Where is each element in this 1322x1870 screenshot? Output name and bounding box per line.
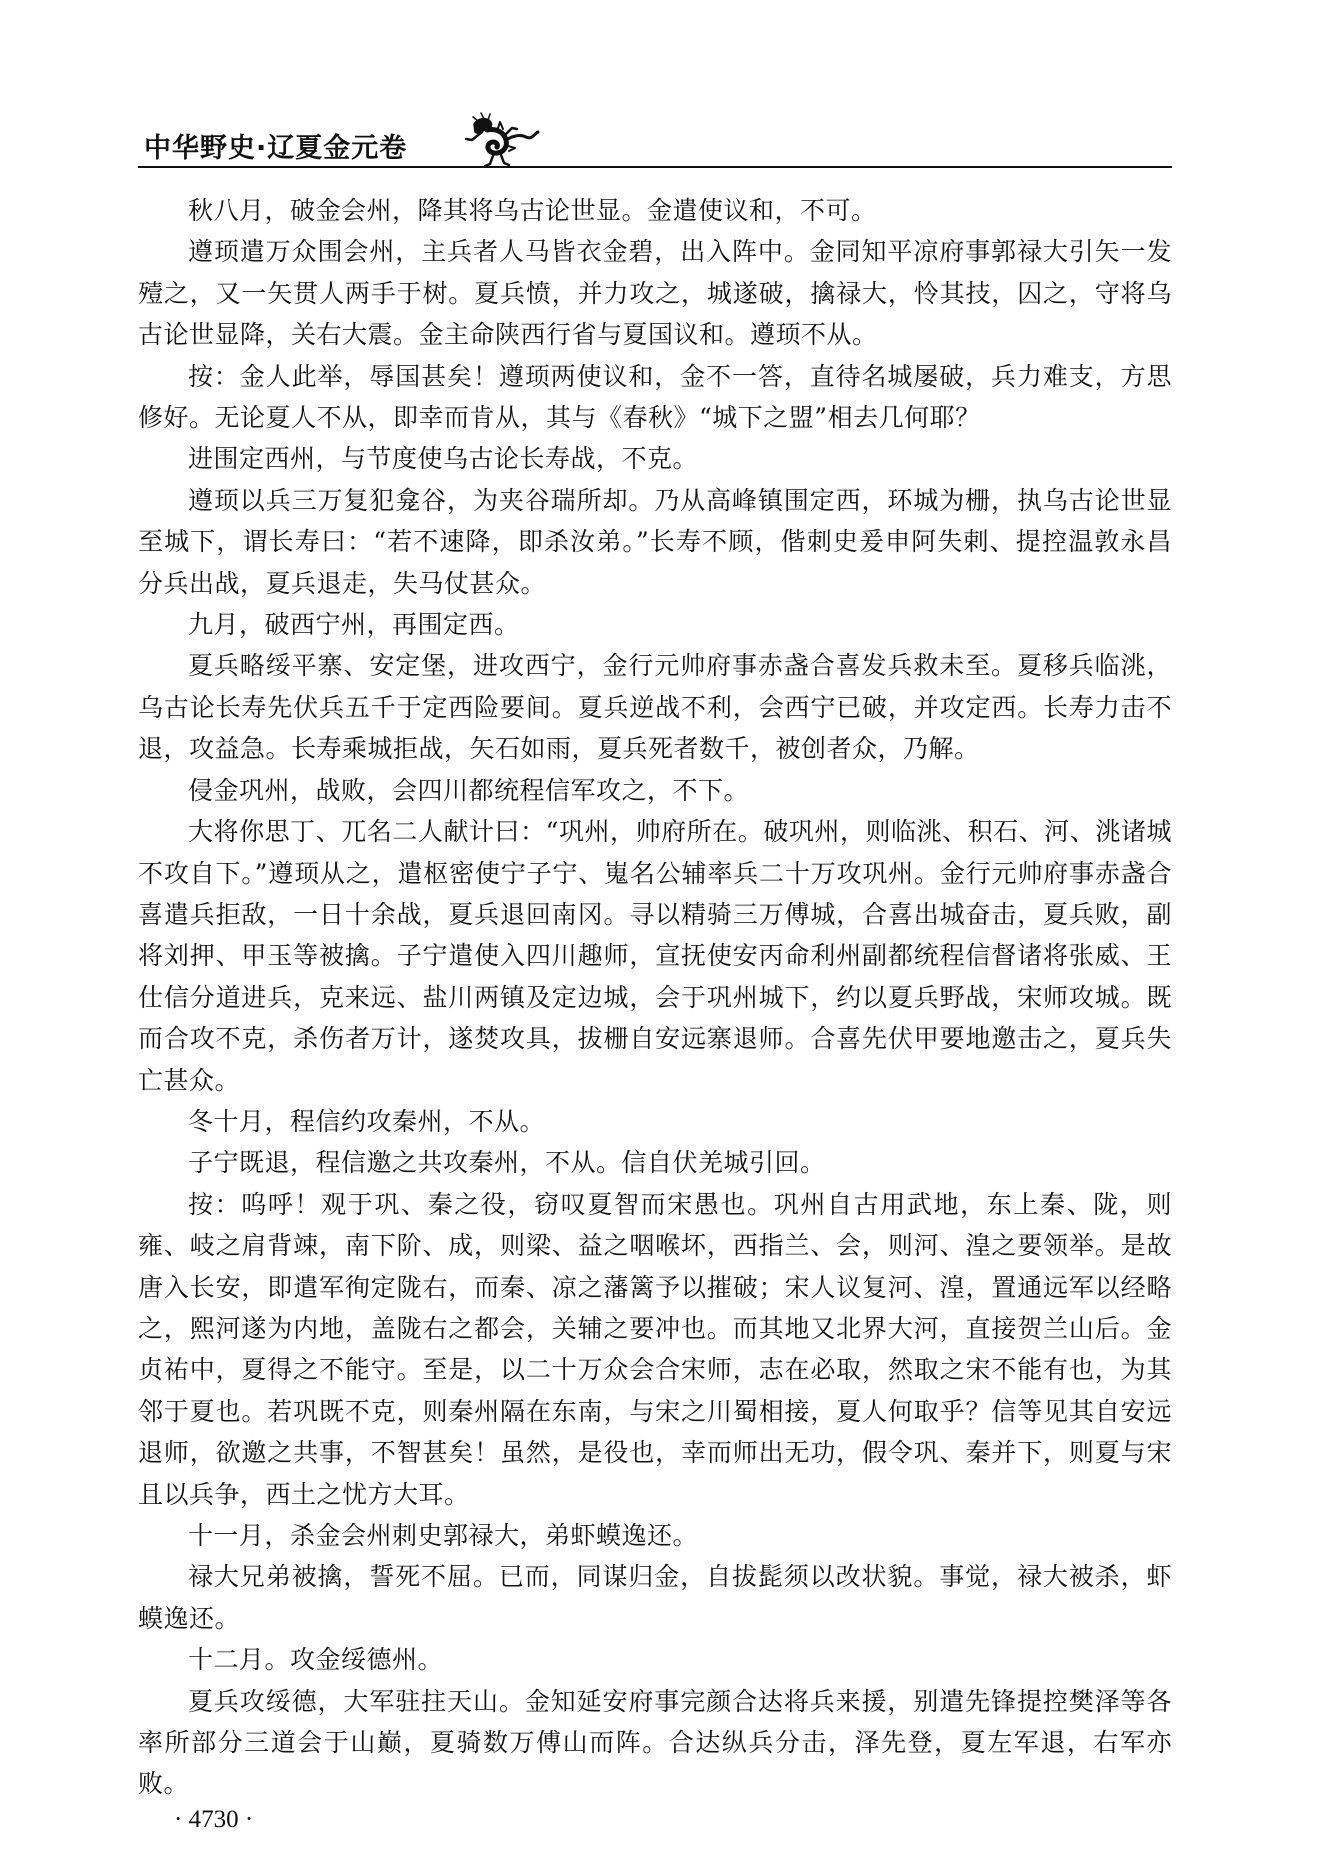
book-title: 中华野史·辽夏金元卷 <box>144 133 408 164</box>
running-header <box>138 118 558 168</box>
dragon-icon <box>460 112 540 170</box>
paragraph: 九月，破西宁州，再围定西。 <box>188 610 520 640</box>
page-number: · 4730 · <box>174 1806 254 1833</box>
paragraph: 侵金巩州，战败，会四川都统程信军攻之，不下。 <box>188 775 750 805</box>
paragraph: 秋八月，破金会州，降其将乌古论世显。金遣使议和，不可。 <box>188 196 877 225</box>
body-text <box>138 190 1172 1805</box>
paragraph: 夏兵攻绥德，大军驻拄天山。金知延安府事完颜合达将兵来援，别遣先锋提控樊泽等各率所部分三道会于山巅，夏骑数万傅山而阵。合达纵兵分击，泽先登，夏左军退，右军亦败。 <box>138 1686 1172 1799</box>
paragraph: 按：金人此举，辱国甚矣！遵顼两使议和，金不一答，直待名城屡破，兵力难支，方思修好。无论夏人不从，即幸而肯从，其与《春秋》“城下之盟”相去几何耶？ <box>138 361 1172 433</box>
paragraph: 十二月。攻金绥德州。 <box>188 1645 444 1675</box>
paragraph: 遵顼遣万众围会州，主兵者人马皆衣金碧，出入阵中。金同知平凉府事郭禄大引矢一发殪之，又一矢贯人两手于树。夏兵愤，并力攻之，城遂破，擒禄大，怜其技，囚之，守将乌古论世显降，关右大震。金主命陕西行省与夏国议和。遵顼不从。 <box>138 237 1172 350</box>
header-rule <box>138 166 1172 168</box>
paragraph: 子宁既退，程信邀之共攻秦州，不从。信自伏羌城引回。 <box>188 1148 826 1178</box>
paragraph: 夏兵略绥平寨、安定堡，进攻西宁，金行元帅府事赤盏合喜发兵救未至。夏移兵临洮，乌古论长寿先伏兵五千于定西险要间。夏兵逆战不利，会西宁已破，并攻定西。长寿力击不退，攻益急。长寿乘城拒战，矢石如雨，夏兵死者数千，被创者众，乃解。 <box>138 651 1172 764</box>
paragraph: 禄大兄弟被擒，誓死不屈。已而，同谋归金，自拔髭须以改状貌。事觉，禄大被杀，虾蟆逸还。 <box>138 1562 1172 1633</box>
paragraph: 遵顼以兵三万复犯龛谷，为夹谷瑞所却。乃从高峰镇围定西，环城为栅，执乌古论世显至城下，谓长寿曰：“若不速降，即杀汝弟。”长寿不顾，偕刺史爰申阿失剌、提控温敦永昌分兵出战，夏兵退走，失马仗甚众。 <box>138 485 1172 598</box>
paragraph: 大将你思丁、兀名二人献计曰：“巩州，帅府所在。破巩州，则临洮、积石、河、洮诸城不攻自下。”遵顼从之，遣枢密使宁子宁、嵬名公辅率兵二十万攻巩州。金行元帅府事赤盏合喜遣兵拒敌，一日十余战，夏兵退回南冈。寻以精骑三万傅城，合喜出城奋击，夏兵败，副将刘押、甲玉等被擒。子宁遣使入四川趣师，宣抚使安丙命利州副都统程信督诸将张威、王仕信分道进兵，克来远、盐川两镇及定边城，会于巩州城下，约以夏兵野战，宋师攻城。既而合攻不克，杀伤者万计，遂焚攻具，拔栅自安远寨退师。合喜先伏甲要地邀击之，夏兵失亡甚众。 <box>138 817 1172 1095</box>
paragraph: 按：呜呼！观于巩、秦之役，窃叹夏智而宋愚也。巩州自古用武地，东上秦、陇，则雍、岐之肩背竦，南下阶、成，则梁、益之咽喉坏，西指兰、会，则河、湟之要领举。是故唐入长安，即遣军徇定陇右，而秦、凉之藩篱予以摧破；宋人议复河、湟，置通远军以经略之，熙河遂为内地，盖陇右之都会，关辅之要冲也。而其地又北界大河，直接贺兰山后。金贞祐中，夏得之不能守。至是，以二十万众会合宋师，志在必取，然取之宋不能有也，为其邻于夏也。若巩既不克，则秦州隔在东南，与宋之川蜀相接，夏人何取乎？信等见其自安远退师，欲邀之共事，不智甚矣！虽然，是役也，幸而师出无功，假令巩、秦并下，则夏与宋且以兵争，西土之忧方大耳。 <box>138 1189 1172 1509</box>
paragraph: 冬十月，程信约攻秦州，不从。 <box>188 1106 546 1136</box>
paragraph: 十一月，杀金会州刺史郭禄大，弟虾蟆逸还。 <box>188 1521 699 1550</box>
paragraph: 进围定西州，与节度使乌古论长寿战，不克。 <box>188 444 699 474</box>
